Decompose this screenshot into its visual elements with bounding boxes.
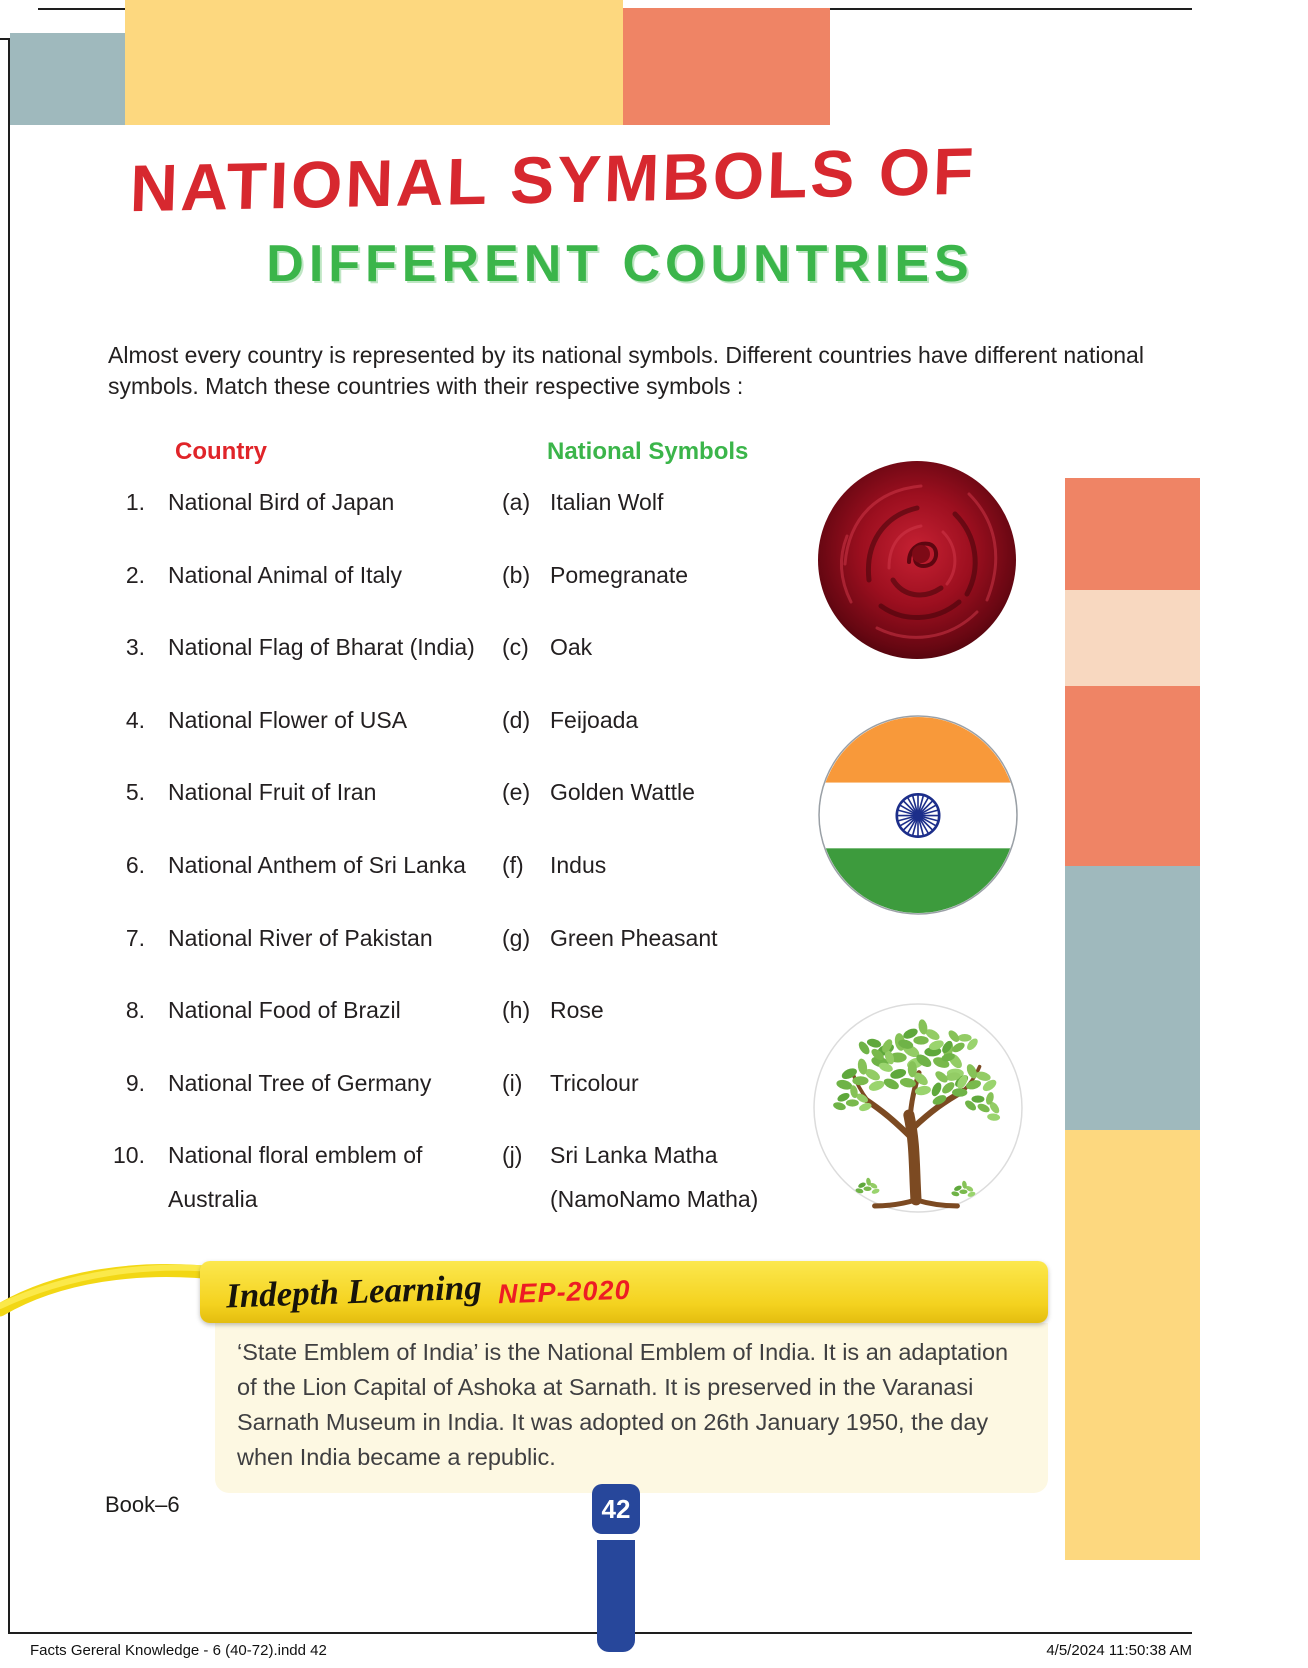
rose-photo <box>817 460 1017 660</box>
option-letter: (i) <box>502 1069 523 1096</box>
crop-mark-left <box>8 38 10 1634</box>
row-number: 6. <box>125 851 145 878</box>
row-number: 3. <box>125 634 145 661</box>
decoration-strip-yellow <box>1065 1130 1200 1560</box>
indepth-learning-body: ‘State Emblem of India’ is the National Emblem of India. It is an adaptation of the Lion Capital of Ashoka at Sarnath. It is preserved in the Varanasi Sarnath Museum in India. It was adopted on 26th January 1950, the day when India became a republic. <box>215 1323 1048 1493</box>
symbol-label: Indus <box>550 851 607 878</box>
match-row-3 <box>85 625 790 698</box>
bookmark-ribbon <box>597 1540 635 1652</box>
match-row-9 <box>85 1061 790 1134</box>
indepth-learning-title: Indepth Learning <box>225 1267 483 1316</box>
match-row-2 <box>85 553 790 626</box>
symbol-label: Italian Wolf <box>550 489 664 515</box>
row-number: 5. <box>125 779 145 806</box>
match-row-6 <box>85 843 790 916</box>
match-row-4 <box>85 698 790 771</box>
match-list <box>85 480 790 1221</box>
decoration-block-grayblue <box>10 33 125 125</box>
intro-paragraph: Almost every country is represented by its national symbols. Different countries have different national symbols. Match these countries with their respective symbols : <box>108 342 1144 399</box>
symbol-label: Rose <box>550 997 604 1024</box>
indepth-learning-banner <box>200 1261 1048 1323</box>
decoration-block-yellow <box>125 0 623 125</box>
symbol-label: Green Pheasant <box>550 924 718 951</box>
row-number: 9. <box>125 1069 145 1096</box>
match-row-5 <box>85 770 790 843</box>
option-letter: (h) <box>502 997 531 1024</box>
page-number-badge: 42 <box>592 1484 640 1534</box>
page-title: NATIONAL SYMBOLS OF <box>128 133 978 226</box>
country-label: National Bird of Japan <box>168 489 395 515</box>
option-letter: (j) <box>502 1142 523 1169</box>
row-number: 4. <box>125 706 145 733</box>
country-label: National Flower of USA <box>168 706 408 733</box>
row-number: 7. <box>125 924 145 951</box>
row-number: 8. <box>125 997 145 1024</box>
symbol-label: Tricolour <box>550 1069 639 1096</box>
symbol-label: Sri Lanka Matha (NamoNamo Matha) <box>550 1142 759 1213</box>
print-filename: Facts Gereral Knowledge - 6 (40-72).indd 42 <box>30 1642 327 1659</box>
decoration-block-salmon <box>623 8 830 125</box>
option-letter: (g) <box>502 924 531 951</box>
decoration-strip-peach <box>1065 590 1200 686</box>
column-header-symbols: National Symbols <box>547 438 749 465</box>
book-label: Book–6 <box>105 1492 180 1517</box>
india-flag-image <box>817 714 1019 916</box>
option-letter: (e) <box>502 779 531 806</box>
country-label: National Anthem of Sri Lanka <box>168 851 466 878</box>
match-row-10 <box>85 1133 790 1221</box>
symbol-label: Golden Wattle <box>550 779 695 806</box>
symbol-label: Oak <box>550 634 593 661</box>
match-row-1 <box>85 480 790 553</box>
country-label: National Fruit of Iran <box>168 779 377 806</box>
option-letter: (b) <box>502 561 531 588</box>
row-number: 10. <box>113 1142 145 1169</box>
tree-illustration-image <box>812 1002 1024 1214</box>
decoration-strip-salmon-1 <box>1065 478 1200 590</box>
row-number: 1. <box>125 489 145 515</box>
option-letter: (a) <box>502 489 531 515</box>
symbol-label: Feijoada <box>550 706 639 733</box>
country-label: National River of Pakistan <box>168 924 433 951</box>
decoration-strip-grayblue <box>1065 866 1200 1130</box>
option-letter: (d) <box>502 706 531 733</box>
country-label: National Food of Brazil <box>168 997 401 1024</box>
match-row-7 <box>85 916 790 989</box>
column-header-country: Country <box>175 438 267 465</box>
row-number: 2. <box>125 561 145 588</box>
page-subtitle: DIFFERENT COUNTRIES <box>266 235 974 293</box>
country-label: National floral emblem of Australia <box>168 1142 423 1213</box>
yellow-swoosh-decoration <box>0 1248 233 1328</box>
print-datetime: 4/5/2024 11:50:38 AM <box>1046 1642 1192 1659</box>
decoration-strip-salmon-2 <box>1065 686 1200 866</box>
option-letter: (f) <box>502 851 524 878</box>
nep-2020-badge: NEP-2020 <box>497 1274 631 1309</box>
option-letter: (c) <box>502 634 529 661</box>
country-label: National Tree of Germany <box>168 1069 432 1096</box>
match-row-8 <box>85 988 790 1061</box>
country-label: National Flag of Bharat (India) <box>168 634 475 661</box>
symbol-label: Pomegranate <box>550 561 689 588</box>
country-label: National Animal of Italy <box>168 561 402 588</box>
